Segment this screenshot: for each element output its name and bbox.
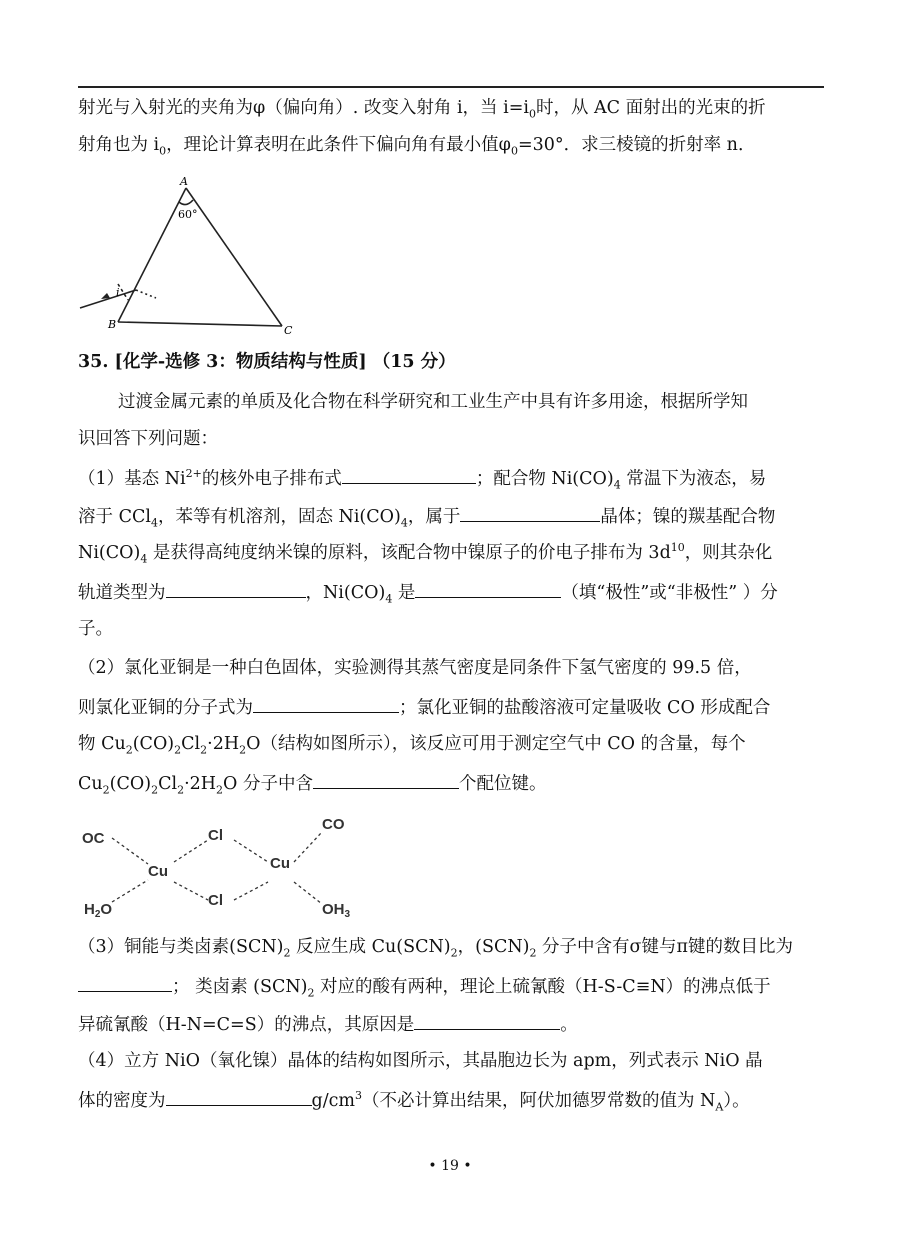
q35-part3-line-1: （3）铜能与类卤素$(SCN)_2$ 反应生成 $Cu(SCN)_2$，$(SCN)_2$ 分子中含有σ键与π键的数目比为 xyxy=(78,937,793,960)
prism-figure xyxy=(70,172,310,340)
bond-cl-bottom-cu xyxy=(234,882,268,900)
answer-blank-8[interactable] xyxy=(414,1011,560,1030)
label-oc: OC xyxy=(82,830,105,847)
ray-arrowhead xyxy=(101,293,110,299)
label-co: CO xyxy=(322,816,345,833)
q35-title: 35. [化学-选修 3：物质结构与性质] （15 分） xyxy=(78,352,456,372)
bond-cu-cl-bottom xyxy=(174,882,208,900)
q35-part1-line-5: 子。 xyxy=(78,619,113,639)
label-a: A xyxy=(180,175,188,188)
q35-part1-line-1: （1）基态 $Ni^{2+}$的核外电子排布式 ；配合物 $Ni(CO)_4$ 常温下为液态，易 xyxy=(78,465,824,491)
q35-part4-line-2: 体的密度为 $g/cm^3$（不必计算出结果，阿伏加德罗常数的值为 $N_A$）。 xyxy=(78,1087,824,1113)
q35-part2-line-4: $Cu_2(CO)_2Cl_2\cdot 2H_2O$ 分子中含 个配位键。 xyxy=(78,770,824,796)
label-c: C xyxy=(284,324,293,337)
label-cu-right: Cu xyxy=(270,855,290,872)
answer-blank-6[interactable] xyxy=(313,770,459,789)
page-number: • 19 • xyxy=(428,1158,472,1174)
answer-blank-9[interactable] xyxy=(166,1087,312,1106)
q35-part4-line-1: （4）立方 NiO（氧化镍）晶体的结构如图所示，其晶胞边长为 apm，列式表示 NiO 晶 xyxy=(78,1051,763,1071)
answer-blank-3[interactable] xyxy=(166,579,306,598)
bond-h2o-cu xyxy=(112,880,148,902)
incident-ray xyxy=(80,290,136,308)
bond-cu-co xyxy=(294,832,322,862)
label-cu-left: Cu xyxy=(148,863,168,880)
q35-intro-line-2: 识回答下列问题： xyxy=(78,429,218,449)
prism-edge-ab xyxy=(118,188,186,322)
q35-part3-line-3: 异硫氰酸（H-N=C=S）的沸点，其原因是 。 xyxy=(78,1011,824,1037)
prism-edge-bc xyxy=(118,322,282,326)
prev-text-line-2: 射角也为 $i_0$，理论计算表明在此条件下偏向角有最小值$\varphi_0=30^\circ$．求三棱镜的折射率 n． xyxy=(78,135,756,158)
q35-intro-line-1: 过渡金属元素的单质及化合物在科学研究和工业生产中具有许多用途，根据所学知 xyxy=(118,392,748,412)
q35-part1-line-2: 溶于 CCl$_4$，苯等有机溶剂，固态 $Ni(CO)_4$，属于 晶体；镍的羰基配合物 xyxy=(78,503,824,529)
q35-part1-line-3: $Ni(CO)_4$ 是获得高纯度纳米镍的原料，该配合物中镍原子的价电子排布为 $3d^{10}$，则其杂化 xyxy=(78,541,773,566)
answer-blank-1[interactable] xyxy=(342,465,476,484)
refracted-ray xyxy=(136,290,156,298)
answer-blank-5[interactable] xyxy=(253,694,399,713)
answer-blank-2[interactable] xyxy=(460,503,600,522)
answer-blank-4[interactable] xyxy=(415,579,561,598)
bond-cl-top-cu xyxy=(234,840,268,862)
q35-part2-line-1: （2）氯化亚铜是一种白色固体，实验测得其蒸气密度是同条件下氢气密度的 99.5 倍， xyxy=(78,658,752,678)
label-cl-top: Cl xyxy=(208,827,223,844)
bond-cu-oh3 xyxy=(294,882,322,904)
q35-part3-line-2: ； 类卤素 $(SCN)_2$ 对应的酸有两种，理论上硫氰酸（H-S-C≡N）的沸点低于 xyxy=(78,973,824,999)
label-cl-bottom: Cl xyxy=(208,892,223,909)
top-rule xyxy=(78,86,824,88)
q35-part1-line-4: 轨道类型为 ，$Ni(CO)_4$ 是 （填“极性”或“非极性” ）分 xyxy=(78,579,824,605)
complex-structure-figure xyxy=(78,810,368,920)
apex-angle-arc xyxy=(179,200,193,205)
label-angle: 60° xyxy=(178,208,198,221)
q35-part2-line-3: 物 $Cu_2(CO)_2Cl_2\cdot 2H_2O$（结构如图所示），该反应可用于测定空气中 CO 的含量，每个 xyxy=(78,734,746,757)
q35-part2-line-2: 则氯化亚铜的分子式为 ；氯化亚铜的盐酸溶液可定量吸收 CO 形成配合 xyxy=(78,694,824,720)
bond-cu-cl-top xyxy=(174,840,208,862)
answer-blank-7[interactable] xyxy=(78,973,172,992)
prism-edge-ac xyxy=(186,188,282,326)
label-i: i xyxy=(116,286,120,299)
label-b: B xyxy=(108,318,117,331)
bond-oc-cu xyxy=(112,838,148,864)
prev-text-line-1: 射光与入射光的夹角为φ（偏向角）. 改变入射角 i，当 $i=i_0$时，从 AC 面射出的光束的折 xyxy=(78,98,766,121)
label-oh3: $OH_3$ xyxy=(322,901,351,920)
label-h2o: $H_2O$ xyxy=(84,901,113,920)
